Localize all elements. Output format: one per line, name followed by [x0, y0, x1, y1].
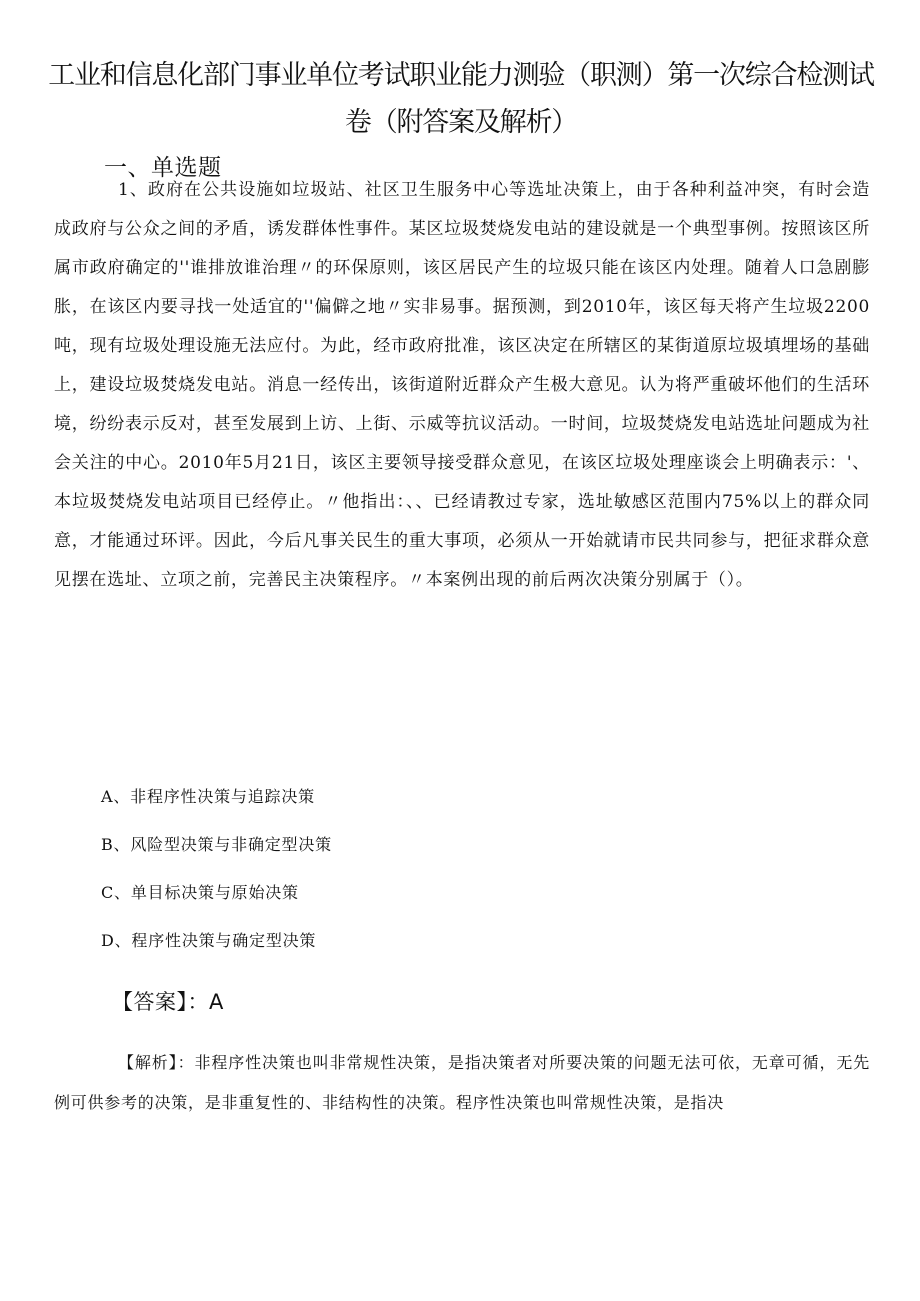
- option-a: A、非程序性决策与追踪决策: [101, 787, 315, 806]
- analysis-label: 【解析】: [118, 1053, 178, 1072]
- option-b: B、风险型决策与非确定型决策: [101, 835, 332, 854]
- question-stem: 1、政府在公共设施如垃圾站、社区卫生服务中心等选址决策上，由于各种利益冲突，有时会造成政府与公众之间的矛盾，诱发群体性事件。某区垃圾焚烧发电站的建设就是一个典型事例。按照该区所属市政府确定的''谁排放谁治理〃的环保原则，该区居民产生的垃圾只能在该区内处理。随着人口急剧膨胀，在该区内要寻找一处适宜的''偏僻之地〃实非易事。据预测，到2010年，该区每天将产生垃圾2200吨，现有垃圾处理设施无法应付。为此，经市政府批准，该区决定在所辖区的某街道原垃圾填埋场的基础上，建设垃圾焚烧发电站。消息一经传出，该街道附近群众产生极大意见。认为将严重破坏他们的生活环境，纷纷表示反对，甚至发展到上访、上街、示威等抗议活动。一时间，垃圾焚烧发电站选址问题成为社会关注的中心。2010年5月21日，该区主要领导接受群众意见，在该区垃圾处理座谈会上明确表示：'、本垃圾焚烧发电站项目已经停止。〃他指出：、、已经请教过专家，选址敏感区范围内75%以上的群众同意，才能通过环评。因此，今后凡事关民生的重大事项，必须从一开始就请市民共同参与，把征求群众意见摆在选址、立项之前，完善民主决策程序。〃本案例出现的前后两次决策分别属于（）。: [54, 180, 870, 590]
- answer-line: 【答案】：A: [112, 990, 224, 1014]
- option-c: C、单目标决策与原始决策: [101, 883, 299, 902]
- option-d: D、程序性决策与确定型决策: [101, 931, 317, 950]
- answer-options: [101, 777, 332, 969]
- document-title: 工业和信息化部门事业单位考试职业能力测验（职测）第一次综合检测试卷（附答案及解析）: [48, 60, 874, 138]
- analysis-paragraph: [54, 1043, 870, 1123]
- analysis-text: ：非程序性决策也叫非常规性决策，是指决策者对所要决策的问题无法可依，无章可循，无先例可供参考的决策，是非重复性的、非结构性的决策。程序性决策也叫常规性决策，是指决: [54, 1053, 870, 1112]
- section-heading: 一、单选题: [104, 155, 222, 181]
